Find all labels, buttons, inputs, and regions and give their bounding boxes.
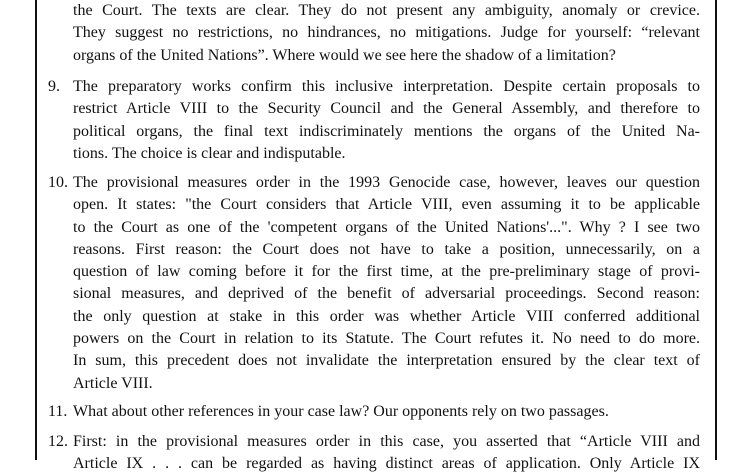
paragraph-number: 12. [48, 433, 68, 450]
text-line: They suggest no restrictions, no hindrances, no mitigations. Judge for yourself: “relevant [73, 24, 700, 42]
text-line: the only question at stake in this order was whether Article VIII conferred additional [73, 307, 700, 325]
text-line: open. It states: "the Court considers that Article VIII, even assuming it to be applicable [73, 196, 700, 214]
paragraph-number: 9. [48, 78, 60, 95]
text-line: powers on the Court in relation to its Statute. The Court refutes it. No need to do more. [73, 330, 700, 348]
text-line: reasons. First reason: the Court does not have to take a position, unnecessarily, on a [73, 240, 700, 258]
text-line: the Court. The texts are clear. They do not present any ambiguity, anomaly or crevice. [73, 2, 700, 19]
paragraph-body [73, 76, 700, 165]
right-border-line [715, 0, 717, 460]
text-line: What about other references in your case law? Our opponents rely on two passages. [73, 403, 609, 420]
paragraph-body [73, 431, 700, 476]
paragraph-number: 11. [48, 403, 68, 420]
text-line: The provisional measures order in the 1993 Genocide case, however, leaves our question [73, 174, 700, 191]
text-line: restrict Article VIII to the Security Council and the General Assembly, and therefore to [73, 100, 700, 118]
text-line: to the Court as one of the 'competent organs of the United Nations'...". Why ? I see two [73, 218, 700, 236]
text-line: sional measures, and deprived of the benefit of adversarial proceedings. Second reason: [73, 285, 700, 303]
text-line: Article IX . . . can be regarded as having distinct areas of application. Only Article IX [73, 455, 700, 473]
text-line: question of law coming before it for the first time, at the pre-preliminary stage of provi- [73, 263, 700, 281]
paragraph-body [73, 172, 700, 395]
text-line: political organs, the final text indiscriminately mentions the organs of the United Na- [73, 122, 700, 140]
paragraph-body [73, 401, 700, 423]
paragraph-body [73, 0, 700, 67]
text-line: First: in the provisional measures order in this case, you asserted that “Article VIII and [73, 433, 700, 450]
text-line: tions. The choice is clear and indisputable. [73, 144, 346, 162]
text-line: organs of the United Nations”. Where would we see here the shadow of a limitation? [73, 46, 616, 64]
text-line: Article VIII. [73, 374, 153, 392]
paragraph-number: 10. [48, 174, 68, 191]
text-line: The preparatory works confirm this inclusive interpretation. Despite certain proposals to [73, 78, 700, 95]
left-border-line [35, 0, 37, 460]
text-line: In sum, this precedent does not invalidate the interpretation ensured by the clear text of [73, 352, 700, 370]
